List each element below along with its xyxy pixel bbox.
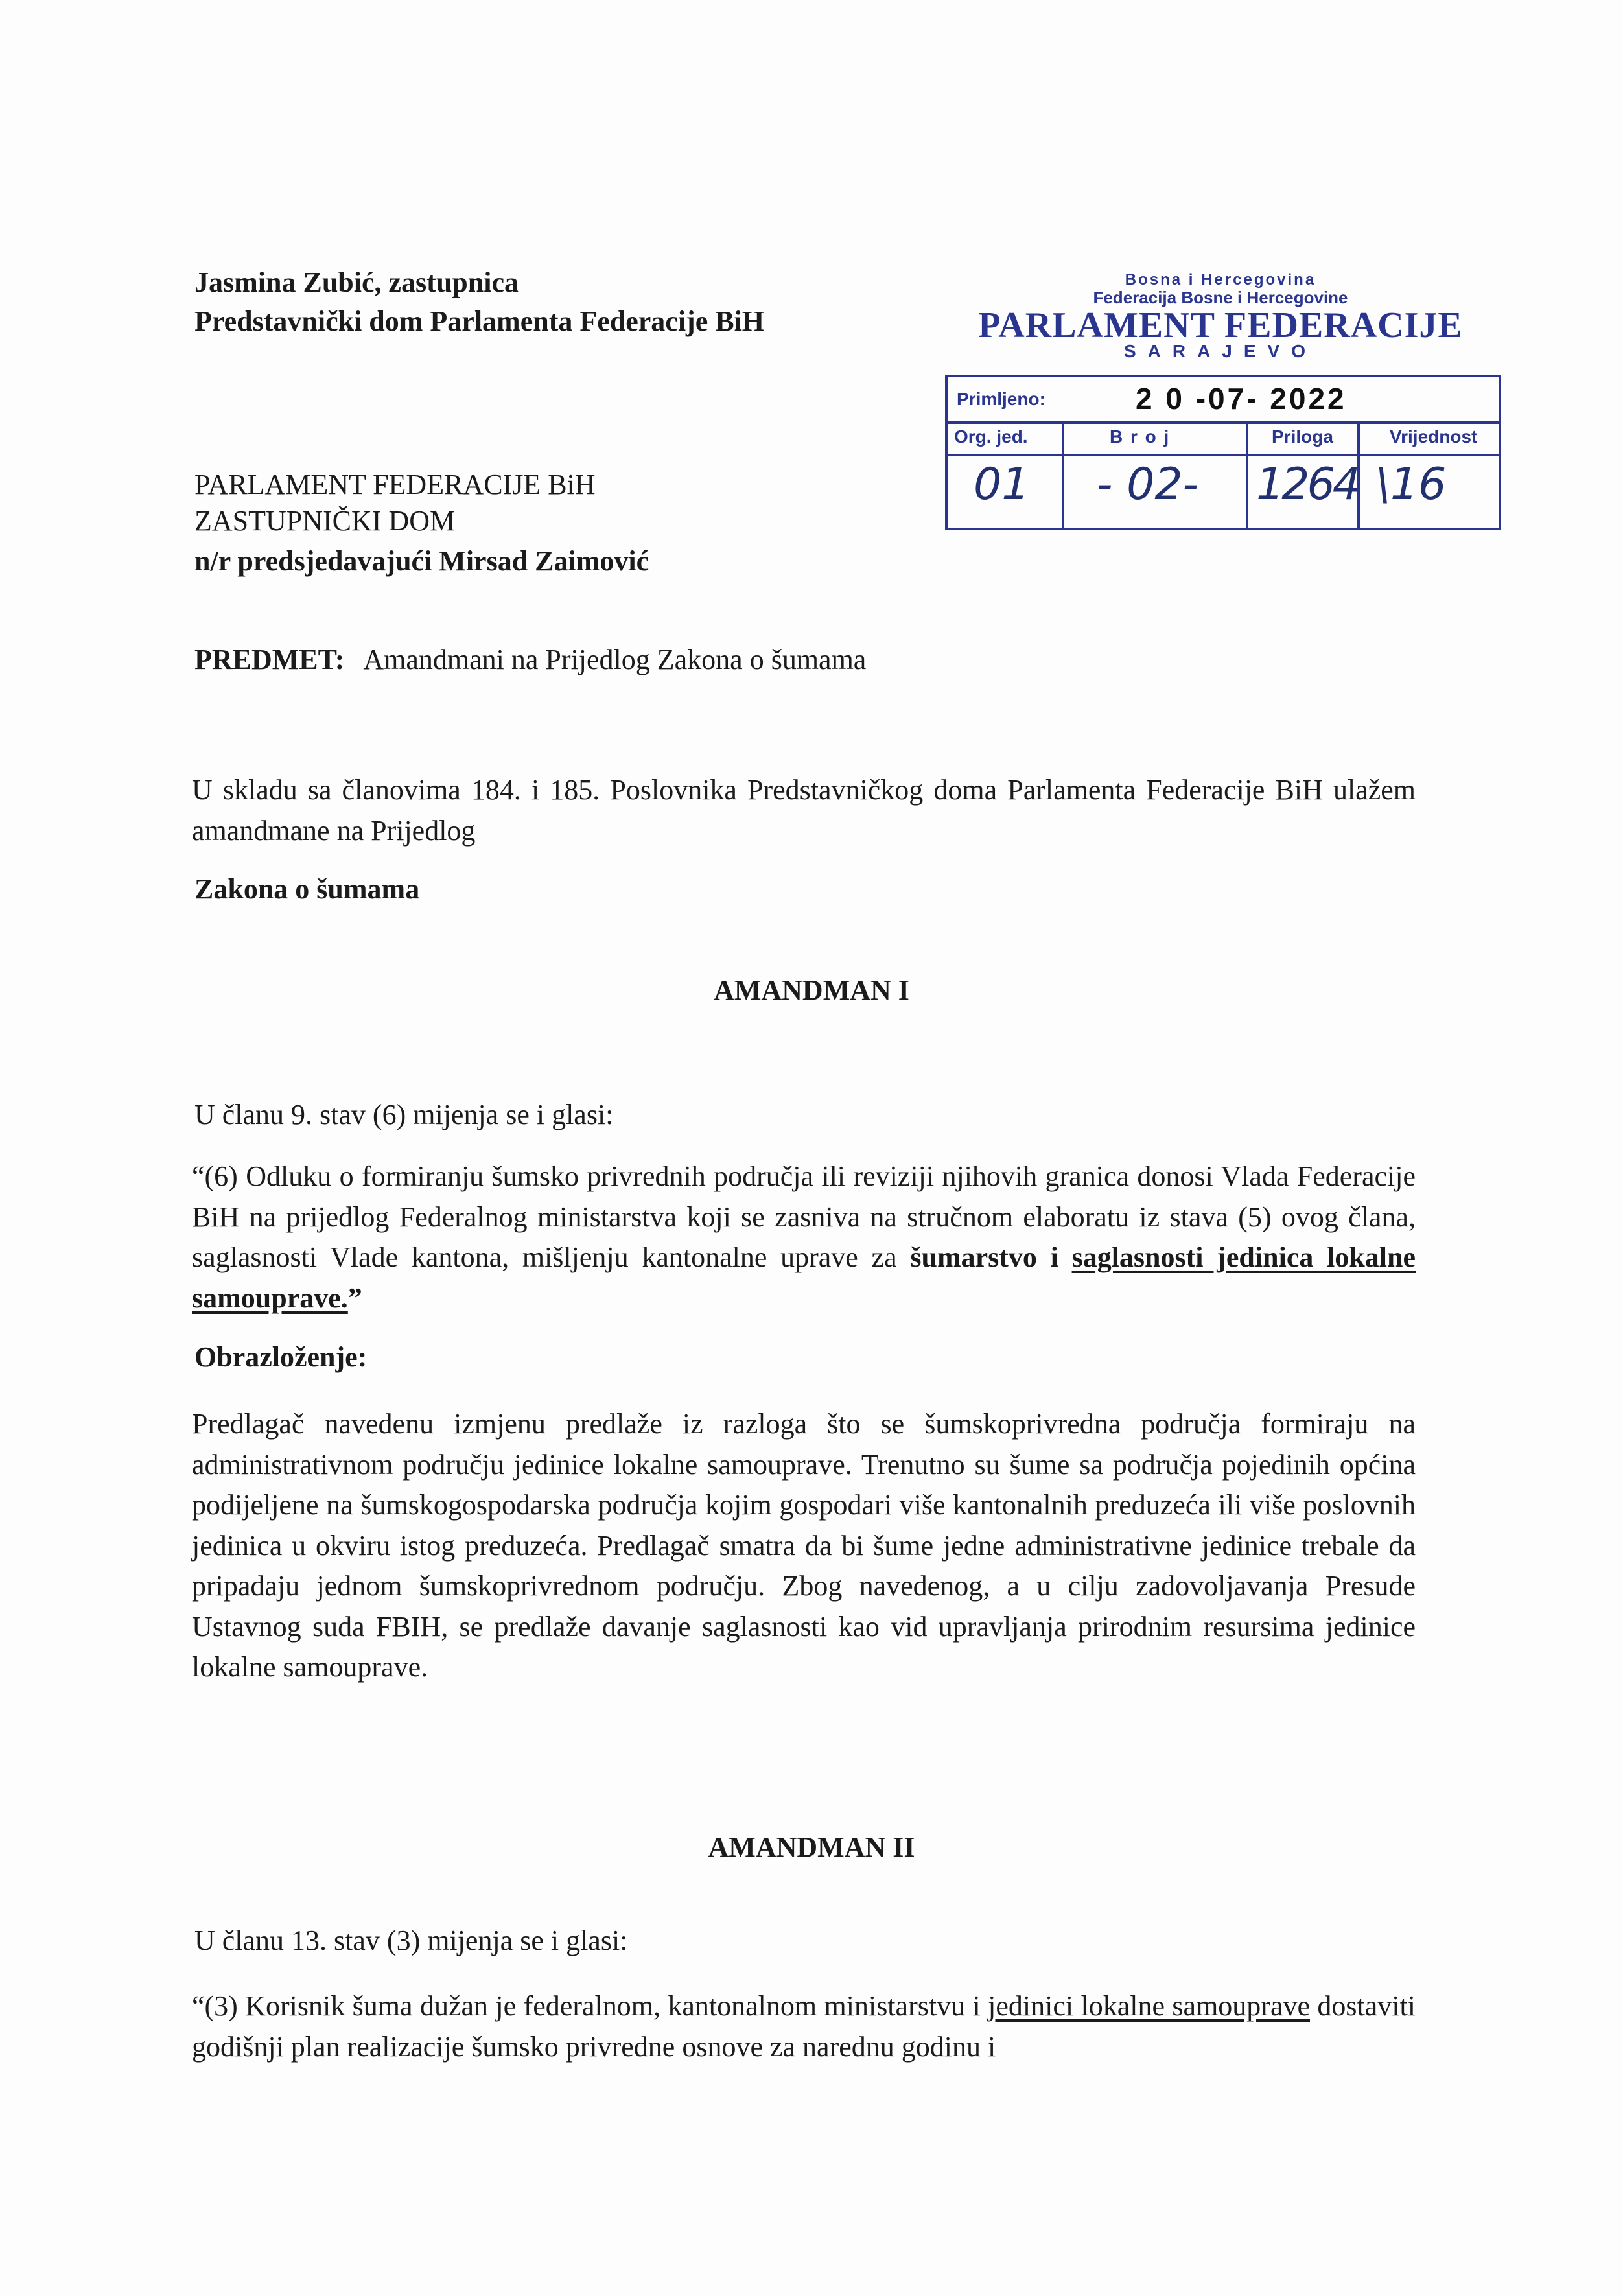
stamp-city: SARAJEVO [1123, 341, 1318, 361]
stamp-entity: Federacija Bosne i Hercegovine [1093, 288, 1348, 307]
stamp-col-priloga: Priloga [1272, 427, 1333, 447]
amendment-2-text [192, 1986, 1416, 2067]
stamp-received-label: Primljeno: [957, 389, 1045, 409]
received-stamp [939, 271, 1502, 537]
stamp-hw-vrijednost: \16 [1375, 459, 1447, 510]
stamp-value-row [948, 454, 1499, 528]
stamp-received-row [948, 377, 1499, 424]
intro-paragraph: U skladu sa članovima 184. i 185. Poslovnika Predstavničkog doma Parlamenta Federacije BiH ulažem amandmane na Prijedlog [192, 774, 1416, 847]
law-name: Zakona o šumama [194, 873, 420, 905]
subject-label: PREDMET: [194, 644, 345, 675]
amendment-2-text-start: “(3) Korisnik šuma dužan je federalnom, kantonalnom ministarstvu i [192, 1990, 988, 2022]
sender-institution: Predstavnički dom Parlamenta Federacije BiH [194, 305, 765, 337]
sender-name: Jasmina Zubić, zastupnica [194, 266, 519, 298]
stamp-col-vrijednost: Vrijednost [1390, 427, 1478, 447]
stamp-header-row [948, 421, 1499, 456]
amendment-1-reason-text: Predlagač navedenu izmjenu predlaže iz razloga što se šumskoprivredna područja formiraju na administrativnom području jedinice lokalne samouprave. Trenutno su šume sa područja pojedinih općina podijeljene na šumskogospodarska područja kojim gospodari više kantonalnih preduzeća ili više poslovnih jedinica u okviru istog preduzeća. Predlagač smatra da bi šume jedne administrativne jedinice trebale da pripadaju jednom šumskoprivrednom području. Zbog navedenog, a u cilju zadovoljavanja Presude Ustavnog suda FBIH, se predlaže davanje saglasnosti kao vid upravljanja prirodnim resursima jedinice lokalne samouprave. [192, 1408, 1416, 1683]
amendment-1-text [192, 1156, 1416, 1318]
subject-text: Amandmani na Prijedlog Zakona o šumama [363, 644, 867, 675]
stamp-hw-priloga: 1264 [1256, 459, 1359, 510]
stamp-institution: PARLAMENT FEDERACIJE [978, 305, 1463, 346]
recipient-attention: n/r predsjedavajući Mirsad Zaimović [194, 545, 649, 577]
stamp-table [945, 375, 1501, 530]
amendment-2-text-underlined: jedinici lokalne samouprave [988, 1990, 1311, 2022]
recipient-house: ZASTUPNIČKI DOM [194, 505, 456, 537]
amendment-1-text-bold: šumarstvo i [910, 1241, 1072, 1273]
amendment-1-reason-label: Obrazloženje: [194, 1341, 368, 1373]
stamp-col-broj: B r o j [1110, 427, 1171, 447]
amendment-1-title: AMANDMAN I [714, 974, 909, 1006]
subject-line [194, 642, 866, 678]
stamp-col-org: Org. jed. [954, 427, 1028, 447]
amendment-1-text-close: ” [347, 1282, 362, 1314]
stamp-received-date: 2 0 -07- 2022 [1136, 382, 1347, 416]
amendment-2-title: AMANDMAN II [708, 1831, 915, 1863]
amendment-1-lead: U članu 9. stav (6) mijenja se i glasi: [194, 1099, 614, 1130]
amendment-1-text-main: “(6) Odluku o formiranju šumsko privrednih područja ili reviziji njihovih granica donosi Vlada Federacije BiH na prijedlog Federalnog ministarstva koji se zasniva na stručnom elaboratu iz stava (5) ovog člana, saglasnosti Vlade kantona, mišljenju kantonalne uprave za [192, 1160, 1416, 1273]
recipient-parliament: PARLAMENT FEDERACIJE BiH [194, 469, 596, 500]
amendment-2-text-end: dostaviti godišnji plan realizacije šumsko privredne osnove za narednu godinu i [192, 1990, 1416, 2063]
amendment-2-lead: U članu 13. stav (3) mijenja se i glasi: [194, 1925, 628, 1956]
stamp-country: Bosna i Hercegovina [1125, 271, 1316, 288]
stamp-hw-broj: - 02- [1097, 459, 1199, 510]
amendment-1-text-underlined: saglasnosti jedinica lokalne samouprave. [192, 1241, 1416, 1314]
stamp-hw-org: 01 [974, 459, 1030, 510]
